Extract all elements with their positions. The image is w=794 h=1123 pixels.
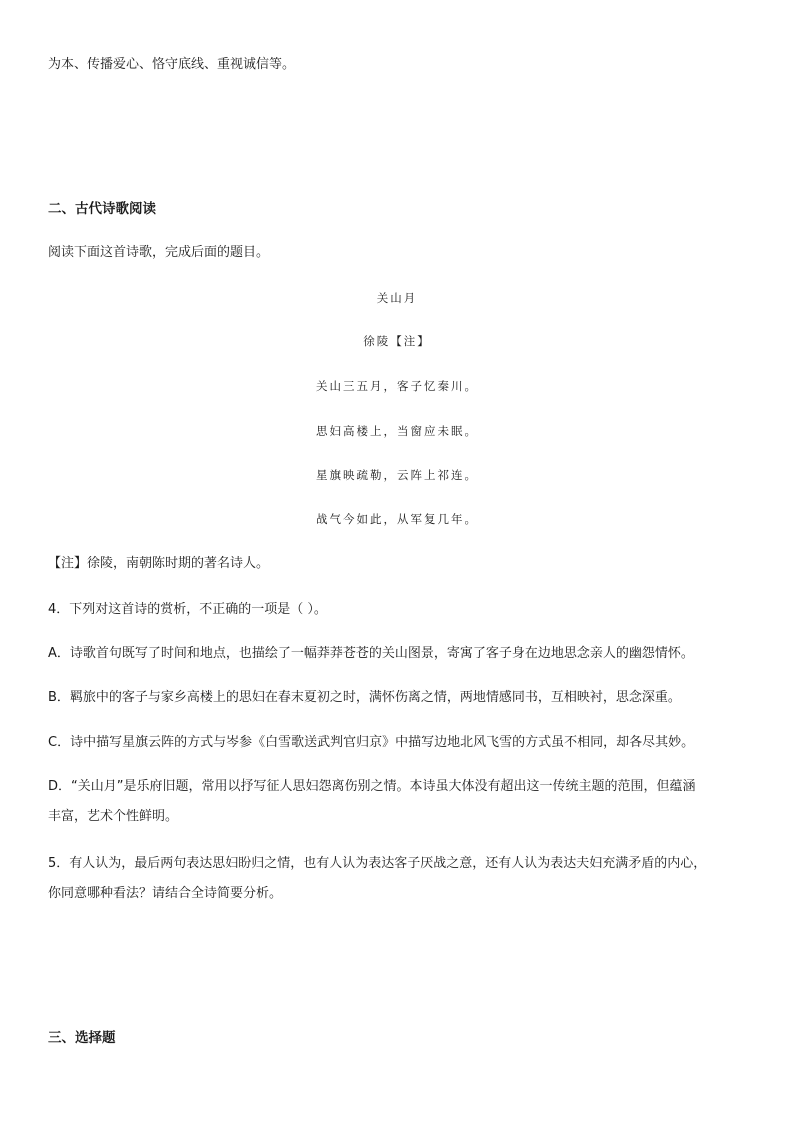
question-4-option-c: C．诗中描写星旗云阵的方式与岑参《白雪歌送武判官归京》中描写边地北风飞雪的方式虽不相同，却各尽其妙。 (48, 735, 695, 750)
question-4-option-a: A．诗歌首句既写了时间和地点，也描绘了一幅莽莽苍苍的关山图景，寄寓了客子身在边地思念亲人的幽怨情怀。 (48, 646, 694, 661)
poem-note: 【注】徐陵，南朝陈时期的著名诗人。 (48, 556, 270, 571)
poem-line: 星旗映疏勒，云阵上祁连。 (316, 468, 478, 482)
poem-title: 关山月 (376, 291, 418, 305)
question-5-stem-continued: 你同意哪种看法？请结合全诗简要分析。 (48, 886, 283, 901)
poem-line: 关山三五月，客子忆秦川。 (316, 379, 478, 393)
continuation-text: 为本、传播爱心、恪守底线、重视诚信等。 (48, 57, 296, 72)
question-4-option-d-continued: 丰富，艺术个性鲜明。 (48, 809, 179, 824)
poem-author: 徐陵【注】 (363, 334, 431, 348)
question-4-stem: 4．下列对这首诗的赏析，不正确的一项是（ ）。 (48, 602, 327, 617)
poem-line: 战气今如此，从军复几年。 (316, 512, 478, 526)
question-4-option-d: D．“关山月”是乐府旧题，常用以抒写征人思妇怨离伤别之情。本诗虽大体没有超出这一传统主题的范围，但蕴涵 (48, 779, 696, 794)
question-5-stem: 5．有人认为，最后两句表达思妇盼归之情，也有人认为表达客子厌战之意，还有人认为表达夫妇充满矛盾的内心， (48, 856, 707, 871)
section-heading-choice: 三、选择题 (48, 1030, 116, 1046)
question-4-option-b: B．羁旅中的客子与家乡高楼上的思妇在春末夏初之时，满怀伤离之情，两地情感同书，互相映衬，思念深重。 (48, 690, 681, 705)
instruction-text: 阅读下面这首诗歌，完成后面的题目。 (48, 245, 270, 260)
section-heading-poetry: 二、古代诗歌阅读 (48, 201, 156, 217)
poem-line: 思妇高楼上，当窗应未眠。 (316, 424, 478, 438)
